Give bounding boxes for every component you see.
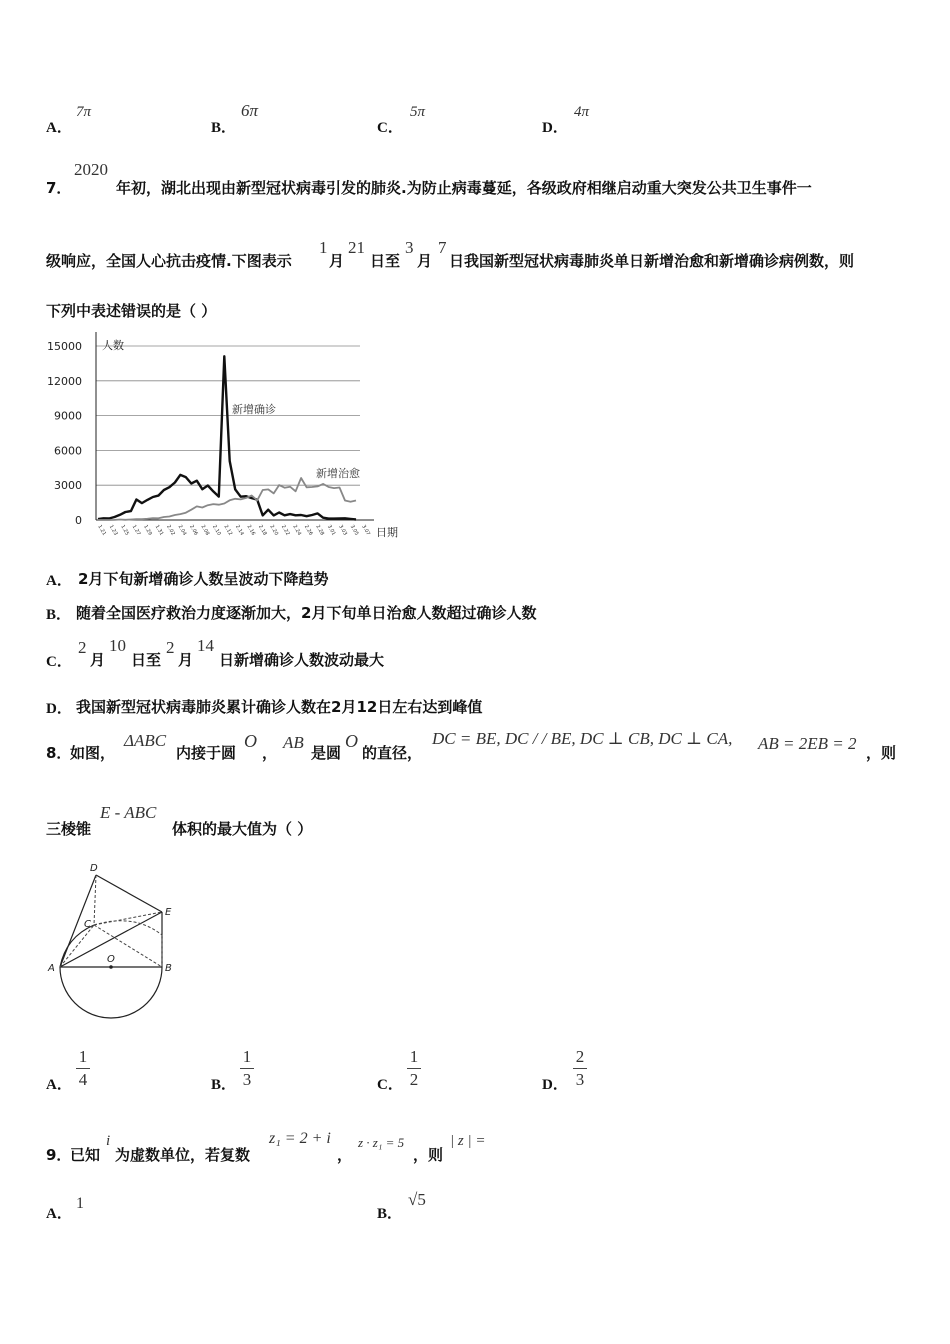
date-value: 21 (348, 238, 365, 257)
fraction (240, 1048, 254, 1088)
question-text: ，则 (866, 744, 897, 762)
question-text: ， (337, 1146, 353, 1164)
math-expression: i (106, 1133, 111, 1149)
y-tick-label: 3000 (54, 479, 82, 493)
question-text: ， (262, 744, 278, 762)
date-value: 2 (166, 638, 175, 657)
x-tick-label: 2.20 (268, 524, 280, 537)
question-text: 已知 (70, 1146, 101, 1164)
edge-dc (94, 875, 96, 925)
series-label: 新增确诊 (232, 403, 276, 416)
question-text: 日至 (370, 252, 401, 270)
question-text: 的直径， (362, 744, 423, 762)
question-text: 年初，湖北出现由新型冠状病毒引发的肺炎.为防止病毒蔓延，各级政府相继启动重大突发公共卫生事件一 (116, 179, 812, 197)
question-text: 内接于圆 (176, 744, 237, 762)
y-tick-label: 6000 (54, 444, 82, 458)
option-value: 5π (410, 104, 426, 120)
x-tick-label: 1.25 (119, 524, 130, 537)
x-tick-label: 2.26 (302, 524, 314, 537)
label-a: A (48, 963, 55, 974)
question-text: 三棱锥 (46, 820, 92, 838)
x-tick-label: 2.18 (256, 524, 268, 537)
y-tick-label: 0 (75, 514, 82, 527)
option-label: D． (542, 120, 568, 136)
option-label: B． (211, 1077, 237, 1093)
option-label: C． (377, 1077, 403, 1093)
fraction (407, 1048, 421, 1088)
option-text: 月 (90, 651, 106, 669)
x-tick-label: 3.01 (325, 524, 337, 537)
question-text: 月 (329, 252, 345, 270)
option-value: 7π (76, 104, 92, 120)
y-tick-label: 15000 (47, 340, 82, 353)
y-tick-label: 9000 (54, 409, 82, 423)
question-text: 是圆 (311, 744, 342, 762)
date-value: 1 (319, 238, 328, 257)
label-d: D (90, 863, 98, 874)
year: 2020 (74, 160, 108, 179)
option-label: B． (211, 120, 237, 136)
edge-de (96, 875, 162, 912)
math-expression: | z | = (450, 1133, 486, 1149)
y-tick-label: 12000 (47, 374, 82, 388)
option-label: D． (542, 1077, 568, 1093)
math-expression: E - ABC (100, 803, 157, 822)
x-tick-label: 2.10 (211, 524, 222, 537)
date-value: 3 (405, 238, 414, 257)
question-text: ，则 (413, 1146, 444, 1164)
x-tick-label: 3.05 (348, 524, 360, 537)
x-tick-label: 1.21 (96, 524, 108, 537)
label-c: C (84, 919, 91, 930)
x-tick-label: 2.06 (188, 524, 199, 537)
label-o: O (107, 954, 115, 965)
question-number: 8． (46, 744, 72, 762)
option-label: A． (46, 1077, 72, 1093)
math-expression: AB = 2EB = 2 (758, 734, 857, 753)
option-value: 6π (241, 101, 259, 120)
option-label: B． (377, 1206, 403, 1222)
label-e: E (165, 907, 172, 918)
x-tick-label: 1.29 (142, 524, 153, 537)
label-b: B (165, 963, 172, 974)
x-tick-label: 2.24 (291, 524, 303, 537)
series-label: 新增治愈 (316, 467, 360, 480)
option-label: D． (46, 701, 72, 717)
option-value: 4π (574, 104, 590, 120)
option-label: A． (46, 1206, 72, 1222)
option-label: B． (46, 607, 72, 623)
question-text: 为虚数单位，若复数 (115, 1146, 251, 1164)
x-tick-label: 2.04 (176, 524, 188, 537)
math-expression: z · z₁ = 5 (358, 1135, 405, 1150)
x-tick-label: 2.02 (165, 524, 176, 537)
option-label: C． (46, 654, 72, 670)
question-text: 月 (417, 252, 433, 270)
x-tick-label: 2.12 (222, 524, 234, 537)
y-axis-label: 人数 (102, 339, 124, 352)
x-tick-label: 2.22 (279, 524, 291, 537)
math-expression: AB (283, 733, 304, 752)
numerator: 1 (409, 1047, 419, 1066)
edge-ce (94, 912, 162, 925)
x-axis-label: 日期 (376, 526, 398, 539)
numerator: 2 (575, 1047, 585, 1066)
fraction (76, 1048, 90, 1088)
option-label: A． (46, 573, 72, 589)
x-tick-label: 1.27 (130, 524, 142, 537)
numerator: 1 (242, 1047, 252, 1066)
date-value: 10 (109, 636, 126, 655)
edge-ac (60, 925, 94, 967)
question-number: 7． (46, 179, 72, 197)
date-value: 14 (197, 636, 214, 655)
x-tick-label: 1.23 (107, 524, 119, 537)
question-text: 如图， (70, 744, 116, 762)
option-label: A． (46, 120, 72, 136)
x-tick-label: 2.16 (245, 524, 257, 537)
option-text: 日新增确诊人数波动最大 (219, 651, 385, 669)
center-point (109, 965, 113, 969)
math-expression: ΔABC (124, 731, 167, 750)
math-expression: z₁ = 2 + i (269, 1130, 331, 1147)
option-text: 随着全国医疗救治力度逐渐加大，2月下旬单日治愈人数超过确诊人数 (76, 604, 537, 622)
option-value: 1 (76, 1195, 84, 1212)
x-tick-label: 2.08 (199, 524, 211, 537)
x-tick-label: 3.03 (337, 524, 349, 537)
x-tick-label: 2.28 (314, 524, 326, 537)
question-text: 下列中表述错误的是（ ） (46, 302, 217, 320)
option-value: √5 (408, 1190, 426, 1209)
x-tick-label: 1.31 (153, 524, 165, 537)
question-text: 日我国新型冠状病毒肺炎单日新增治愈和新增确诊病例数，则 (449, 252, 855, 270)
math-expression: O (345, 731, 358, 751)
arc-cb (94, 921, 162, 967)
covid-line-chart (44, 328, 398, 546)
question-text: 级响应，全国人心抗击疫情.下图表示 (46, 252, 292, 270)
pyramid-figure (44, 855, 194, 1015)
denominator: 4 (78, 1070, 88, 1089)
denominator: 3 (575, 1070, 585, 1089)
option-text: 我国新型冠状病毒肺炎累计确诊人数在2月12日左右达到峰值 (76, 698, 483, 716)
semicircle-lower (60, 967, 162, 1018)
numerator: 1 (78, 1047, 88, 1066)
denominator: 3 (242, 1070, 252, 1089)
denominator: 2 (409, 1070, 419, 1089)
question-number: 9． (46, 1146, 72, 1164)
math-expression: DC = BE, DC / / BE, DC ⊥ CB, DC ⊥ CA, (432, 729, 733, 748)
question-text: 体积的最大值为（ ） (172, 820, 313, 838)
option-text: 日至 (131, 651, 162, 669)
date-value: 7 (438, 238, 447, 257)
math-expression: O (244, 731, 257, 751)
option-label: C． (377, 120, 403, 136)
x-tick-label: 2.14 (234, 524, 245, 537)
edge-cb (94, 925, 162, 967)
option-text: 2月下旬新增确诊人数呈波动下降趋势 (78, 570, 329, 588)
option-text: 月 (178, 651, 194, 669)
x-tick-label: 3.07 (360, 524, 372, 537)
fraction (573, 1048, 587, 1088)
date-value: 2 (78, 638, 87, 657)
